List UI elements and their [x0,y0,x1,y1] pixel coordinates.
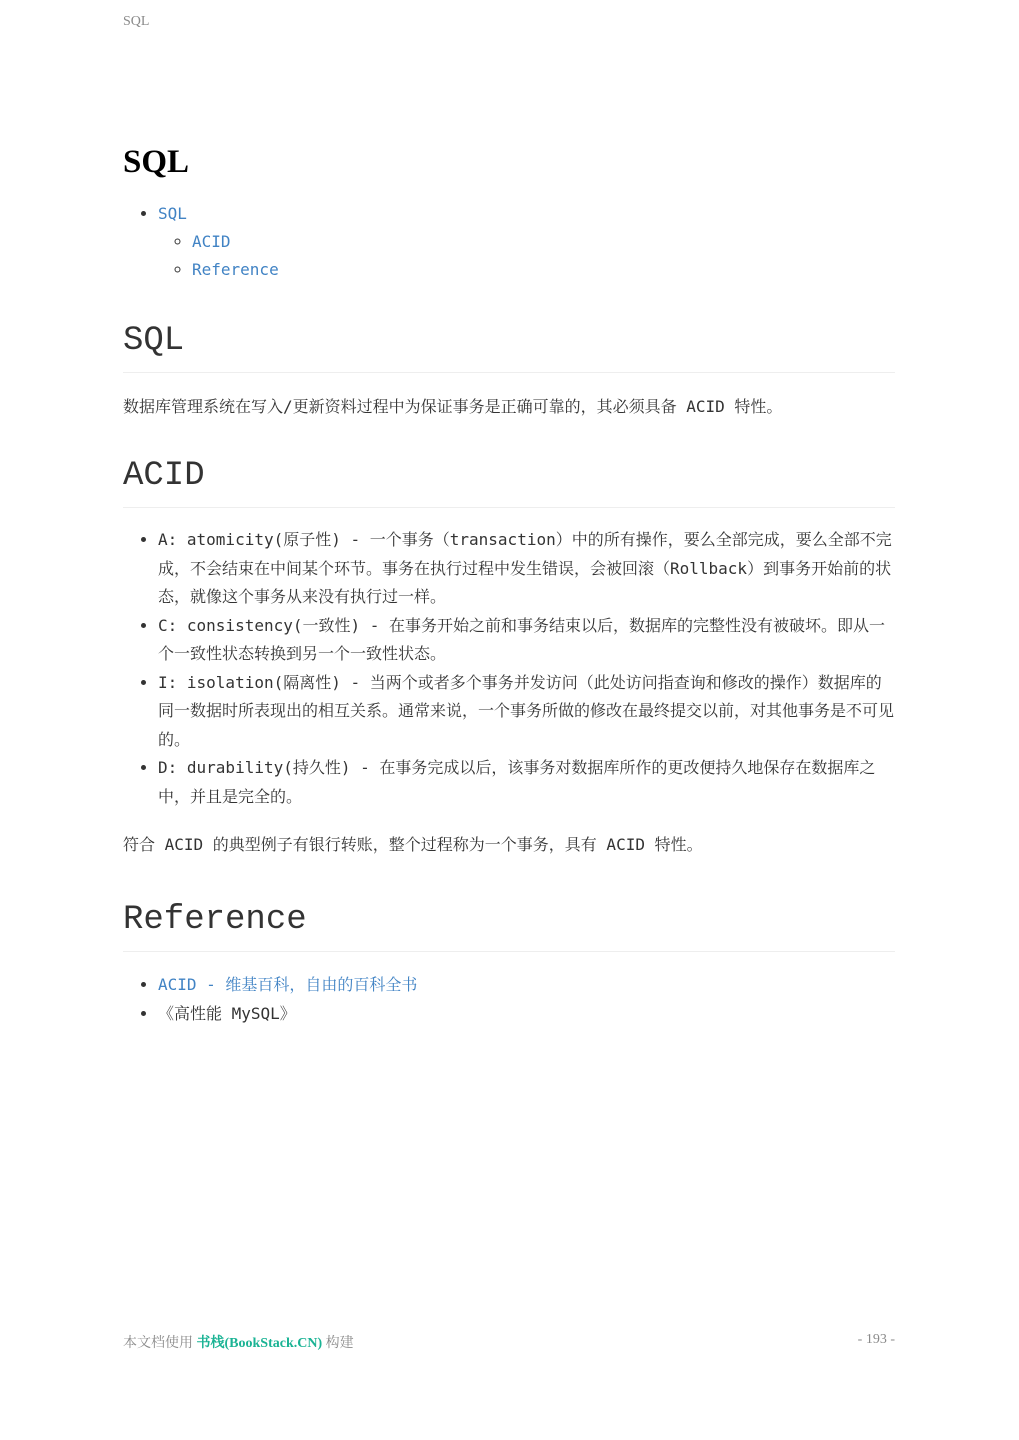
section-heading-sql: SQL [123,320,895,373]
document-title: SQL [123,144,190,180]
footer-suffix: 构建 [322,1336,354,1351]
page-content [123,140,895,1028]
toc-item-sql [158,200,895,284]
acid-closing-paragraph: 符合 ACID 的典型例子有银行转账，整个过程称为一个事务，具有 ACID 特性。 [123,835,703,854]
toc-sublist [158,228,895,284]
toc-link-sql[interactable]: SQL [158,204,187,223]
acid-list [123,526,895,811]
section-heading-acid: ACID [123,455,895,508]
table-of-contents [123,200,895,284]
reference-item-wiki [158,970,895,999]
acid-item-atomicity: • A: atomicity(原子性) - 一个事务（transaction）中的所有操作，要么全部完成，要么全部不完成，不会结束在中间某个环节。事务在执行过程中发生错误，会被回滚（Rollback）到事务开始前的状态，就像这个事务从来没有执行过一样。 [158,526,895,612]
page-number: - 193 - [857,1332,895,1347]
reference-list [123,970,895,1028]
sql-intro-paragraph: 数据库管理系统在写入/更新资料过程中为保证事务是正确可靠的，其必须具备 ACID 特性。 [123,397,783,416]
bookstack-brand-link[interactable]: 书栈(BookStack.CN) [196,1336,323,1351]
reference-item-book: • 《高性能 MySQL》 [158,999,895,1028]
acid-item-isolation: • I: isolation(隔离性) - 当两个或者多个事务并发访问（此处访问指查询和修改的操作）数据库的同一数据时所表现出的相互关系。通常来说，一个事务所做的修改在最终提交以前，对其他事务是不可见的。 [158,669,895,755]
toc-link-acid[interactable]: ACID [192,232,231,251]
footer-prefix: 本文档使用 [123,1336,197,1351]
running-header: SQL [123,14,150,29]
acid-item-consistency: • C: consistency(一致性) - 在事务开始之前和事务结束以后，数据库的完整性没有被破坏。即从一个一致性状态转换到另一个一致性状态。 [158,612,895,669]
section-heading-reference: Reference [123,899,895,952]
wikipedia-acid-link[interactable]: ACID - 维基百科，自由的百科全书 [158,975,418,994]
toc-item-reference [192,256,895,284]
toc-link-reference[interactable]: Reference [192,260,279,279]
acid-item-durability: • D: durability(持久性) - 在事务完成以后，该事务对数据库所作的更改便持久地保存在数据库之中，并且是完全的。 [158,754,895,811]
footer-credit [123,1332,354,1352]
toc-item-acid [192,228,895,256]
